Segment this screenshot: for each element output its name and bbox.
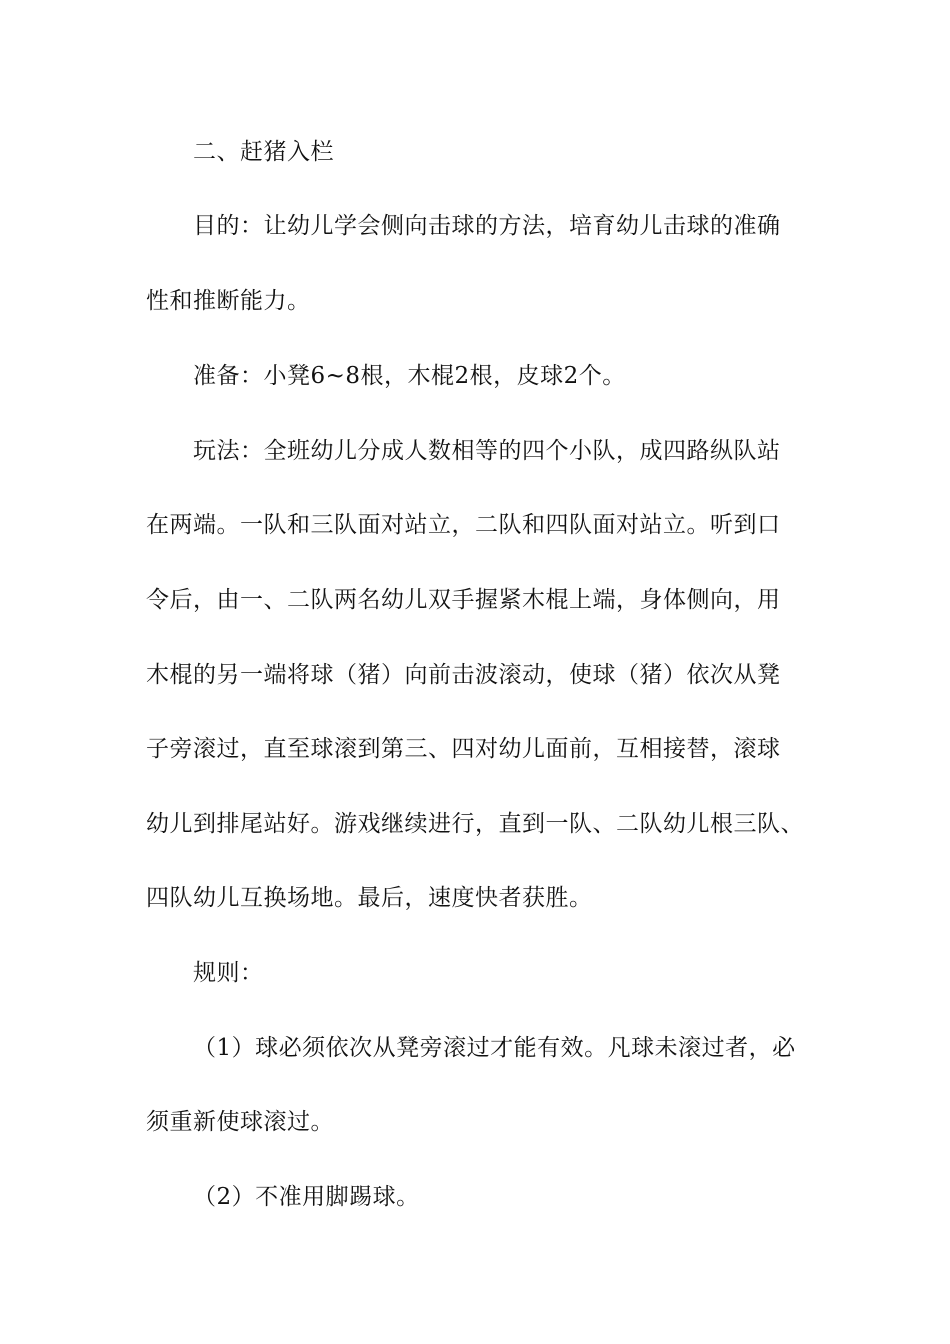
rule-1-line-2: 须重新使球滚过。 xyxy=(146,1109,334,1135)
purpose-text-line-1: 目的：让幼儿学会侧向击球的方法，培育幼儿击球的准确 xyxy=(193,213,781,239)
rule-2: （2）不准用脚踢球。 xyxy=(193,1184,420,1210)
play-text-line-5: 子旁滚过，直至球滚到第三、四对幼儿面前，互相接替，滚球 xyxy=(146,736,781,762)
play-text-line-4: 木棍的另一端将球（猪）向前击波滚动，使球（猪）依次从凳 xyxy=(146,662,781,688)
section-heading: 二、赶猪入栏 xyxy=(193,139,334,165)
play-text-line-1: 玩法：全班幼儿分成人数相等的四个小队，成四路纵队站 xyxy=(193,438,781,464)
rules-label: 规则： xyxy=(193,960,264,986)
purpose-text-line-2: 性和推断能力。 xyxy=(146,288,311,314)
play-text-line-2: 在两端。一队和三队面对站立，二队和四队面对站立。听到口 xyxy=(146,512,781,538)
play-text-line-7: 四队幼儿互换场地。最后，速度快者获胜。 xyxy=(146,885,593,911)
play-text-line-3: 令后，由一、二队两名幼儿双手握紧木棍上端，身体侧向，用 xyxy=(146,587,781,613)
play-text-line-6: 幼儿到排尾站好。游戏继续进行，直到一队、二队幼儿根三队、 xyxy=(146,811,804,837)
rule-1-line-1: （1）球必须依次从凳旁滚过才能有效。凡球未滚过者，必 xyxy=(193,1035,796,1061)
preparation-text: 准备：小凳6~8根，木棍2根，皮球2个。 xyxy=(193,363,626,389)
